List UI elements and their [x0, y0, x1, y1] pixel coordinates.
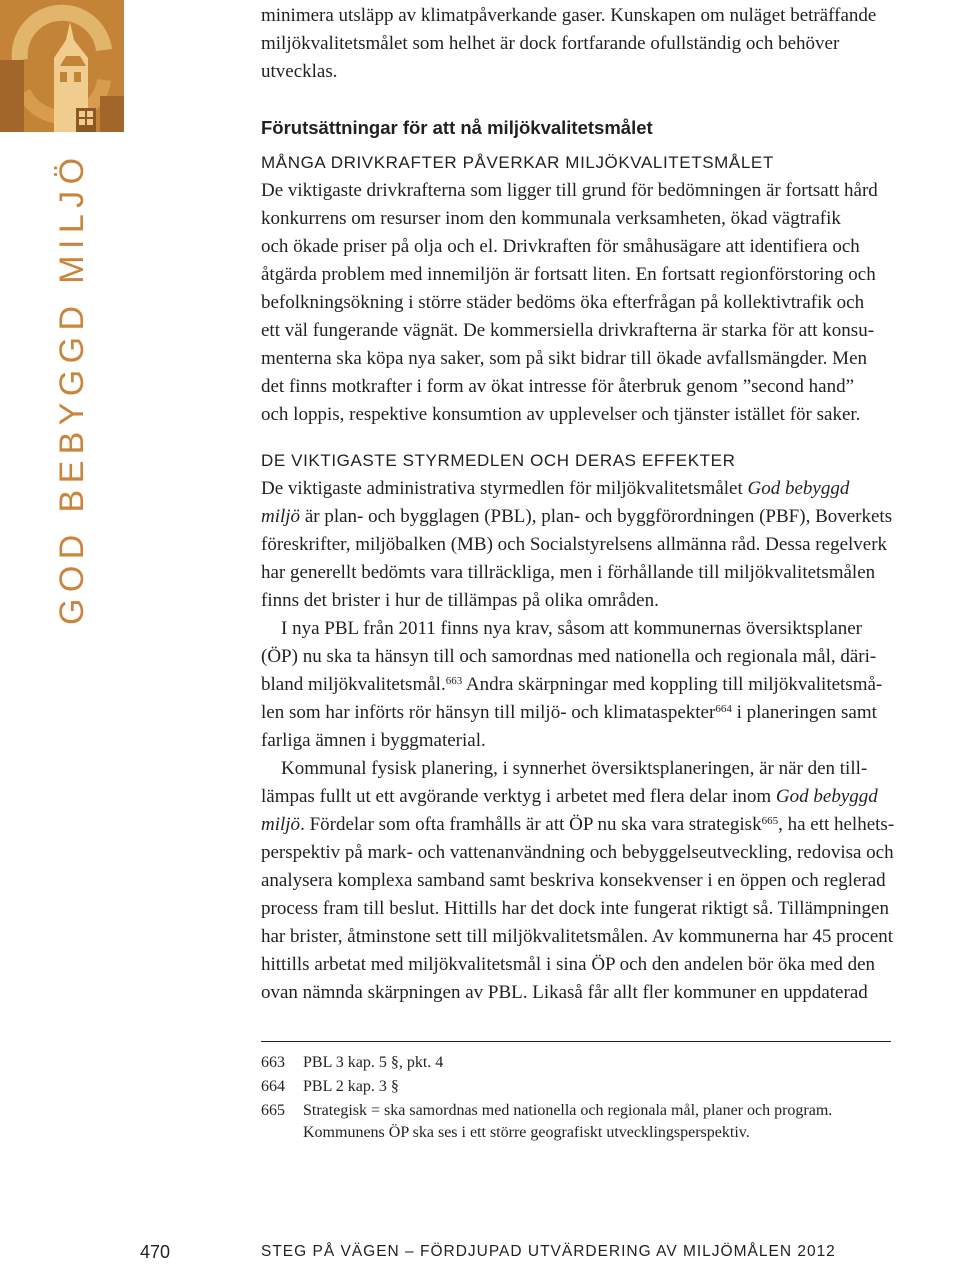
body-line: ovan nämnda skärpningen av PBL. Likaså får allt fler kommuner en uppdaterad [261, 982, 868, 1003]
section-title-vertical: GOD BEBYGGD MILJÖ [53, 151, 91, 625]
intro-line: utvecklas. [261, 61, 338, 82]
body-line: finns det brister i hur de tillämpas på olika områden. [261, 590, 659, 611]
body-line: farliga ämnen i byggmaterial. [261, 730, 486, 751]
body-line: (ÖP) nu ska ta hänsyn till och samordnas med nationella och regionala mål, däri- [261, 646, 877, 667]
section-logo-image [0, 0, 124, 132]
body-line: Kommunal fysisk planering, i synnerhet översiktsplaneringen, är när den till- [281, 758, 868, 779]
body-line [261, 811, 894, 839]
body-line: och ökade priser på olja och el. Drivkraften för småhusägare att identifiera och [261, 236, 860, 257]
text-run: , ha ett helhets- [778, 814, 895, 835]
body-line [261, 783, 878, 811]
footnote-number: 664 [261, 1078, 285, 1095]
emphasis-text: miljö [261, 506, 301, 527]
text-run: bland miljökvalitetsmål. [261, 674, 446, 695]
text-run: De viktigaste administrativa styrmedlen för miljökvalitetsmålet [261, 478, 748, 499]
body-line: det finns motkrafter i form av ökat intresse för återbruk genom ”second hand” [261, 376, 855, 397]
footnote-text: Kommunens ÖP ska ses i ett större geografiskt utvecklingsperspektiv. [303, 1124, 750, 1141]
footnote-divider [261, 1041, 891, 1042]
body-line: åtgärda problem med innemiljön är fortsatt liten. En fortsatt regionförstoring och [261, 264, 876, 285]
body-line [261, 671, 882, 699]
body-line [261, 699, 877, 727]
body-line [261, 503, 892, 531]
intro-line: miljökvalitetsmålet som helhet är dock fortfarande ofullständig och behöver [261, 33, 840, 54]
body-line: process fram till beslut. Hittills har det dock inte fungerat riktigt så. Tillämpningen [261, 898, 889, 919]
subsection-title: DE VIKTIGASTE STYRMEDLEN OCH DERAS EFFEKTER [261, 451, 736, 470]
subsection-title: MÅNGA DRIVKRAFTER PÅVERKAR MILJÖKVALITETSMÅLET [261, 153, 774, 172]
footnote-number: 665 [261, 1102, 285, 1119]
text-run: lämpas fullt ut ett avgörande verktyg i arbetet med flera delar inom [261, 786, 776, 807]
footnote-ref[interactable]: 664 [715, 703, 732, 715]
footnote-text: Strategisk = ska samordnas med nationella och regionala mål, planer och program. [303, 1102, 833, 1119]
text-run: . Fördelar som ofta framhålls är att ÖP nu ska vara strategisk [300, 814, 762, 835]
body-line: perspektiv på mark- och vattenanvändning och bebyggelseutveckling, redovisa och [261, 842, 894, 863]
intro-line: minimera utsläpp av klimatpåverkande gaser. Kunskapen om nuläget beträffande [261, 5, 877, 26]
body-line: föreskrifter, miljöbalken (MB) och Socialstyrelsens allmänna råd. Dessa regelverk [261, 534, 888, 555]
body-line: hittills arbetat med miljökvalitetsmål i sina ÖP och den andelen bör öka med den [261, 954, 876, 975]
body-line: och loppis, respektive konsumtion av upplevelser och tjänster istället för saker. [261, 404, 861, 425]
running-footer-title: STEG PÅ VÄGEN – FÖRDJUPAD UTVÄRDERING AV MILJÖMÅLEN 2012 [261, 1243, 836, 1260]
body-line: De viktigaste drivkrafterna som ligger till grund för bedömningen är fortsatt hård [261, 180, 878, 201]
body-line: befolkningsökning i större städer bedöms öka efterfrågan på kollektivtrafik och [261, 292, 865, 313]
body-line: analysera komplexa samband samt beskriva konsekvenser i en öppen och reglerad [261, 870, 886, 891]
text-run: är plan- och bygglagen (PBL), plan- och byggförordningen (PBF), Boverkets [300, 506, 893, 527]
body-line: ett väl fungerande vägnät. De kommersiella drivkrafterna är starka för att konsu- [261, 320, 875, 341]
body-line: konkurrens om resurser inom den kommunala verksamheten, ökad vägtrafik [261, 208, 841, 229]
section-heading: Förutsättningar för att nå miljökvalitetsmålet [261, 117, 653, 138]
emphasis-text: God bebyggd [747, 478, 850, 499]
text-run: i planeringen samt [731, 702, 877, 723]
body-line: menterna ska köpa nya saker, som på sikt bidrar till ökade avfallsmängder. Men [261, 348, 868, 369]
page-number: 470 [140, 1242, 171, 1262]
footnote-ref[interactable]: 665 [761, 815, 779, 827]
footnote-text: PBL 2 kap. 3 § [303, 1078, 399, 1095]
body-line: har brister, åtminstone sett till miljökvalitetsmålen. Av kommunerna har 45 procent [261, 926, 894, 947]
emphasis-text: miljö [261, 814, 301, 835]
text-run: len som har införts rör hänsyn till miljö- och klimataspekter [261, 702, 716, 723]
footnote-ref[interactable]: 663 [445, 675, 463, 687]
body-line [261, 475, 849, 503]
body-line: I nya PBL från 2011 finns nya krav, såsom att kommunernas översiktsplaner [281, 618, 862, 639]
footnote-text: PBL 3 kap. 5 §, pkt. 4 [303, 1054, 444, 1071]
body-line: har generellt bedömts vara tillräckliga, men i förhållande till miljökvalitetsmålen [261, 562, 876, 583]
emphasis-text: God bebyggd [775, 786, 878, 807]
footnote-number: 663 [261, 1054, 285, 1071]
text-run: Andra skärpningar med koppling till miljökvalitetsmå- [462, 674, 883, 695]
